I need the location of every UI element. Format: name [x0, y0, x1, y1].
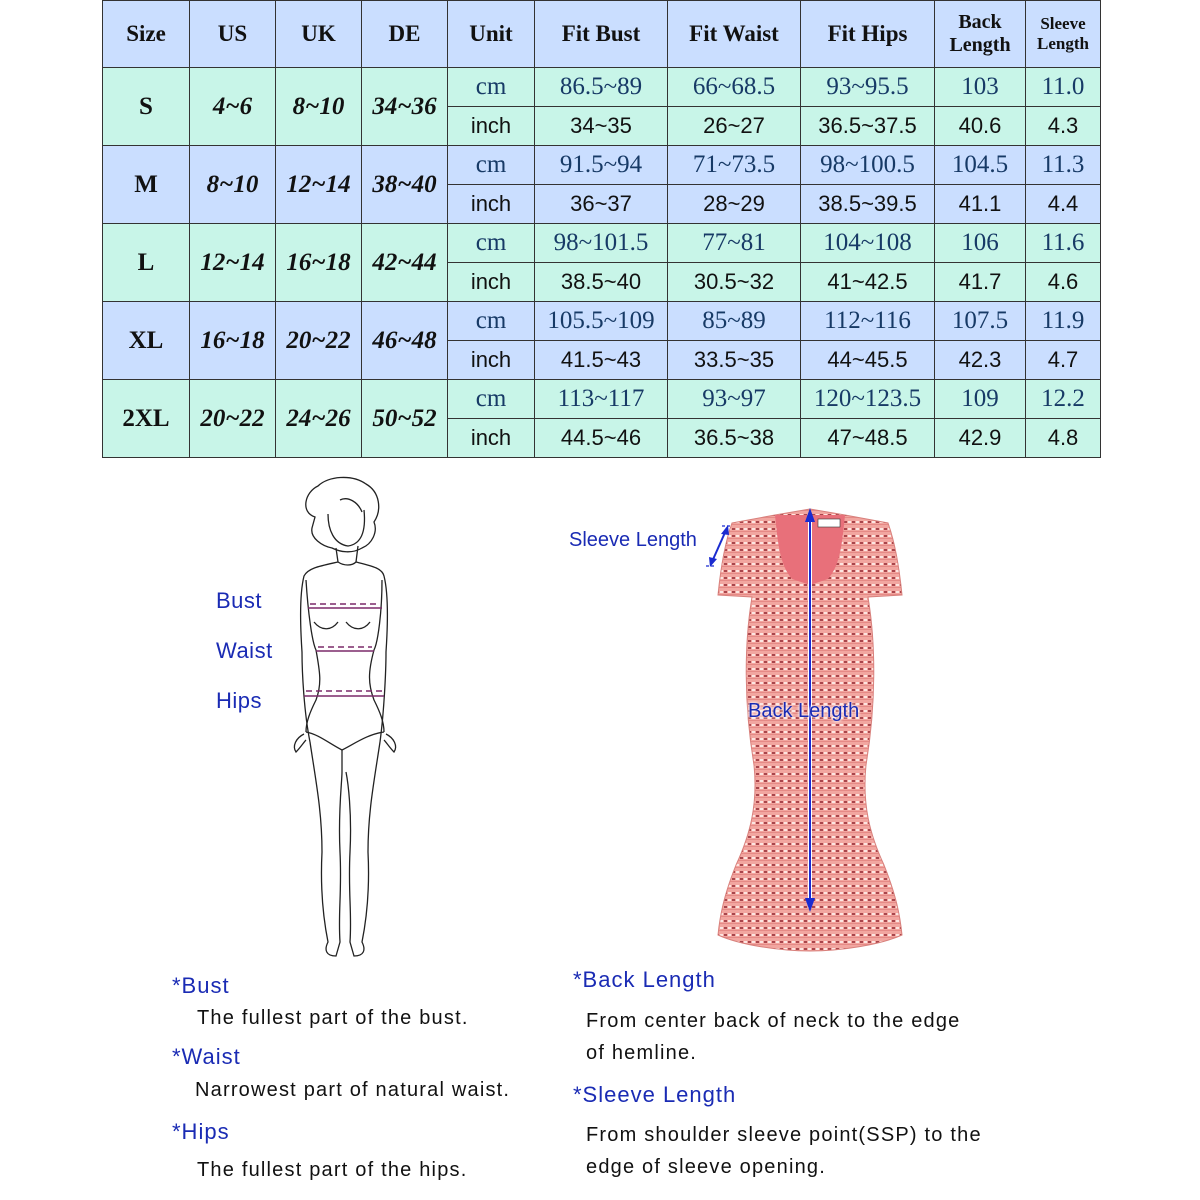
table-row-s-cm [103, 68, 1101, 107]
waist-cm-cell: 93~97 [668, 380, 801, 419]
de-size-cell: 42~44 [362, 224, 448, 302]
back-length-definition-line1: From center back of neck to the edge [586, 1010, 961, 1032]
col-header-us: US [190, 1, 276, 68]
back-length-label: Back Length [748, 700, 860, 722]
table-row-2xl-cm [103, 380, 1101, 419]
sleeve-length-cm-cell: 11.9 [1026, 302, 1101, 341]
unit-cell: cm [448, 68, 535, 107]
hips-inch-cell: 47~48.5 [801, 419, 935, 458]
de-size-cell: 46~48 [362, 302, 448, 380]
bust-inch-cell: 44.5~46 [535, 419, 668, 458]
table-header-row [103, 1, 1101, 68]
waist-cm-cell: 71~73.5 [668, 146, 801, 185]
uk-size-cell: 8~10 [276, 68, 362, 146]
de-size-cell: 38~40 [362, 146, 448, 224]
back-length-cm-cell: 103 [935, 68, 1026, 107]
col-header-back-length: Back Length [935, 1, 1026, 68]
sleeve-length-inch-cell: 4.8 [1026, 419, 1101, 458]
unit-cell: inch [448, 419, 535, 458]
unit-cell: cm [448, 146, 535, 185]
bust-cm-cell: 86.5~89 [535, 68, 668, 107]
back-length-inch-cell: 42.9 [935, 419, 1026, 458]
col-header-fit-hips: Fit Hips [801, 1, 935, 68]
back-length-cm-cell: 106 [935, 224, 1026, 263]
bust-inch-cell: 36~37 [535, 185, 668, 224]
waist-cm-cell: 77~81 [668, 224, 801, 263]
back-length-definition-line2: of hemline. [586, 1042, 698, 1064]
waist-cm-cell: 66~68.5 [668, 68, 801, 107]
unit-cell: inch [448, 107, 535, 146]
hips-inch-cell: 41~42.5 [801, 263, 935, 302]
col-header-unit: Unit [448, 1, 535, 68]
waist-inch-cell: 36.5~38 [668, 419, 801, 458]
waist-cm-cell: 85~89 [668, 302, 801, 341]
waist-definition-text: Narrowest part of natural waist. [195, 1079, 511, 1101]
bust-cm-cell: 113~117 [535, 380, 668, 419]
waist-label: Waist [216, 638, 273, 663]
waist-inch-cell: 28~29 [668, 185, 801, 224]
hips-cm-cell: 112~116 [801, 302, 935, 341]
back-length-inch-cell: 41.7 [935, 263, 1026, 302]
sleeve-length-definition-line1: From shoulder sleeve point(SSP) to the [586, 1124, 982, 1146]
table-row-m-cm [103, 146, 1101, 185]
back-length-definition-title: *Back Length [573, 967, 716, 992]
col-header-sleeve-length: Sleeve Length [1026, 1, 1101, 68]
unit-cell: cm [448, 224, 535, 263]
uk-size-cell: 20~22 [276, 302, 362, 380]
uk-size-cell: 12~14 [276, 146, 362, 224]
hips-cm-cell: 120~123.5 [801, 380, 935, 419]
back-length-cm-cell: 107.5 [935, 302, 1026, 341]
bust-label: Bust [216, 588, 263, 613]
unit-cell: cm [448, 380, 535, 419]
unit-cell: inch [448, 341, 535, 380]
sleeve-length-inch-cell: 4.7 [1026, 341, 1101, 380]
size-cell: M [103, 146, 190, 224]
bust-inch-cell: 41.5~43 [535, 341, 668, 380]
unit-cell: cm [448, 302, 535, 341]
uk-size-cell: 16~18 [276, 224, 362, 302]
waist-inch-cell: 30.5~32 [668, 263, 801, 302]
size-cell: XL [103, 302, 190, 380]
col-header-uk: UK [276, 1, 362, 68]
back-length-inch-cell: 42.3 [935, 341, 1026, 380]
unit-cell: inch [448, 263, 535, 302]
body-measurement-figure [270, 472, 420, 962]
back-length-inch-cell: 41.1 [935, 185, 1026, 224]
sleeve-length-cm-cell: 11.6 [1026, 224, 1101, 263]
hips-cm-cell: 104~108 [801, 224, 935, 263]
uk-size-cell: 24~26 [276, 380, 362, 458]
bust-cm-cell: 98~101.5 [535, 224, 668, 263]
col-header-fit-bust: Fit Bust [535, 1, 668, 68]
bust-inch-cell: 34~35 [535, 107, 668, 146]
bust-definition-text: The fullest part of the bust. [197, 1007, 469, 1029]
table-row-xl-cm [103, 302, 1101, 341]
col-header-fit-waist: Fit Waist [668, 1, 801, 68]
size-cell: L [103, 224, 190, 302]
hips-label: Hips [216, 688, 263, 713]
back-length-cm-cell: 104.5 [935, 146, 1026, 185]
hips-cm-cell: 98~100.5 [801, 146, 935, 185]
us-size-cell: 16~18 [190, 302, 276, 380]
hips-inch-cell: 36.5~37.5 [801, 107, 935, 146]
sleeve-length-inch-cell: 4.3 [1026, 107, 1101, 146]
us-size-cell: 4~6 [190, 68, 276, 146]
hips-definition-title: *Hips [172, 1119, 230, 1144]
bust-cm-cell: 105.5~109 [535, 302, 668, 341]
col-header-de: DE [362, 1, 448, 68]
hips-inch-cell: 44~45.5 [801, 341, 935, 380]
bust-cm-cell: 91.5~94 [535, 146, 668, 185]
bust-definition-title: *Bust [172, 973, 230, 998]
back-length-inch-cell: 40.6 [935, 107, 1026, 146]
us-size-cell: 8~10 [190, 146, 276, 224]
unit-cell: inch [448, 185, 535, 224]
hips-cm-cell: 93~95.5 [801, 68, 935, 107]
size-cell: S [103, 68, 190, 146]
waist-inch-cell: 26~27 [668, 107, 801, 146]
size-chart-table [102, 0, 1101, 458]
sleeve-length-definition-line2: edge of sleeve opening. [586, 1156, 826, 1178]
bust-inch-cell: 38.5~40 [535, 263, 668, 302]
sleeve-length-label: Sleeve Length [569, 529, 697, 551]
waist-inch-cell: 33.5~35 [668, 341, 801, 380]
hips-inch-cell: 38.5~39.5 [801, 185, 935, 224]
back-length-cm-cell: 109 [935, 380, 1026, 419]
sleeve-length-cm-cell: 11.3 [1026, 146, 1101, 185]
de-size-cell: 34~36 [362, 68, 448, 146]
table-row-l-cm [103, 224, 1101, 263]
us-size-cell: 20~22 [190, 380, 276, 458]
sleeve-length-cm-cell: 12.2 [1026, 380, 1101, 419]
sleeve-length-inch-cell: 4.6 [1026, 263, 1101, 302]
waist-definition-title: *Waist [172, 1044, 241, 1069]
hips-definition-text: The fullest part of the hips. [197, 1159, 468, 1181]
col-header-size: Size [103, 1, 190, 68]
de-size-cell: 50~52 [362, 380, 448, 458]
sleeve-length-cm-cell: 11.0 [1026, 68, 1101, 107]
us-size-cell: 12~14 [190, 224, 276, 302]
sleeve-length-definition-title: *Sleeve Length [573, 1082, 737, 1107]
size-cell: 2XL [103, 380, 190, 458]
sleeve-length-arrow-icon [702, 522, 736, 570]
sleeve-length-inch-cell: 4.4 [1026, 185, 1101, 224]
